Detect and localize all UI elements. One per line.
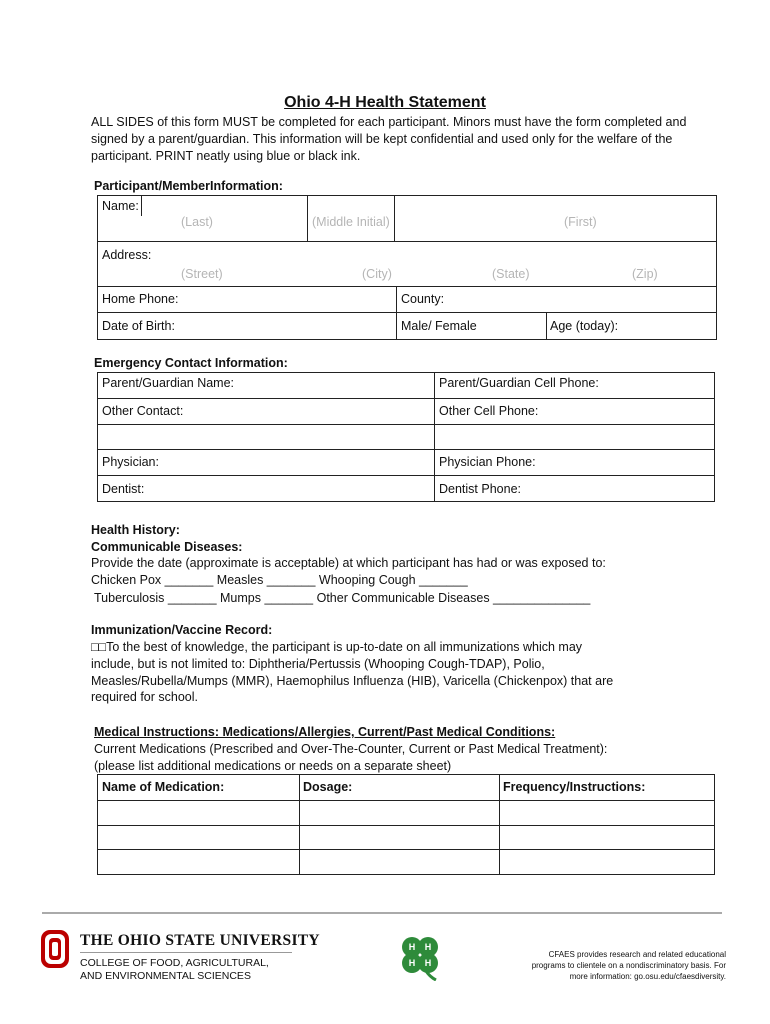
- osu-logo-icon: [40, 929, 70, 969]
- immunization-text: required for school.: [91, 690, 199, 704]
- name-field[interactable]: [97, 195, 717, 242]
- frequency-header: Frequency/Instructions:: [503, 780, 646, 794]
- table-rule: [98, 449, 714, 450]
- dosage-header: Dosage:: [303, 780, 353, 794]
- college-name-line-2: AND ENVIRONMENTAL SCIENCES: [80, 970, 251, 982]
- svg-text:H: H: [408, 942, 416, 952]
- form-intro: ALL SIDES of this form MUST be completed for each participant. Minors must have the form completed and signed by a parent/guardian. This information will be kept confidential and used only for the welfare of the participant. PRINT neatly using blue or black ink.: [91, 115, 687, 163]
- participant-heading: Participant/MemberInformation:: [94, 179, 283, 193]
- svg-text:H: H: [424, 958, 432, 968]
- medical-text: Current Medications (Prescribed and Over-The-Counter, Current or Past Medical Treatment):: [94, 742, 608, 756]
- address-field[interactable]: [97, 241, 717, 287]
- note-line: programs to clientele on a nondiscriminatory basis. For: [531, 961, 726, 970]
- physician-phone-label: Physician Phone:: [439, 455, 536, 469]
- name-label: Name:: [102, 199, 139, 213]
- row-divider: [396, 313, 397, 339]
- name-divider: [307, 196, 308, 241]
- guardian-phone-label: Parent/Guardian Cell Phone:: [439, 376, 599, 390]
- medication-name-header: Name of Medication:: [102, 780, 225, 794]
- emergency-table: [97, 372, 715, 502]
- disease-line-2[interactable]: Tuberculosis _______ Mumps _______ Other Communicable Diseases ______________: [94, 591, 591, 605]
- logo-rule: [80, 952, 292, 953]
- immunization-text: include, but is not limited to: Diphtheria/Pertussis (Whooping Cough-TDAP), Polio,: [91, 657, 545, 671]
- phone-county-row: [97, 286, 717, 313]
- medication-table: [97, 774, 715, 875]
- 4h-clover-icon: [396, 933, 444, 981]
- form-title: Ohio 4-H Health Statement: [284, 94, 486, 111]
- dob-label: Date of Birth:: [102, 319, 175, 333]
- table-divider: [434, 373, 435, 501]
- city-hint: (City): [362, 267, 392, 281]
- college-name-line-1: COLLEGE OF FOOD, AGRICULTURAL,: [80, 957, 269, 969]
- other-contact-label: Other Contact:: [102, 404, 184, 418]
- row-divider: [396, 287, 397, 312]
- address-label: Address:: [102, 248, 152, 262]
- dentist-phone-label: Dentist Phone:: [439, 482, 521, 496]
- dob-row: [97, 312, 717, 340]
- note-line: CFAES provides research and related educational: [548, 950, 726, 959]
- immunization-text: Measles/Rubella/Mumps (MMR), Haemophilus Influenza (HIB), Varicella (Chickenpox) that are: [91, 674, 614, 688]
- emergency-heading: Emergency Contact Information:: [94, 356, 288, 370]
- guardian-name-label: Parent/Guardian Name:: [102, 376, 235, 390]
- age-label: Age (today):: [550, 319, 619, 333]
- physician-label: Physician:: [102, 455, 159, 469]
- note-line: more information: go.osu.edu/cfaesdiversity.: [569, 972, 726, 981]
- svg-text:H: H: [408, 958, 416, 968]
- name-divider: [141, 196, 142, 216]
- middle-initial-hint: (Middle Initial): [312, 215, 390, 229]
- table-rule: [98, 424, 714, 425]
- disease-line-1[interactable]: Chicken Pox _______ Measles _______ Whooping Cough _______: [91, 573, 468, 587]
- table-rule: [98, 800, 714, 801]
- university-name: THE OHIO STATE UNIVERSITY: [80, 932, 320, 949]
- name-divider: [394, 196, 395, 241]
- table-rule: [98, 475, 714, 476]
- dentist-label: Dentist:: [102, 482, 145, 496]
- nondiscrimination-note: [466, 949, 726, 982]
- immunization-checkbox-line[interactable]: □□To the best of knowledge, the participant is up-to-date on all immunizations which may: [91, 640, 583, 654]
- table-rule: [98, 825, 714, 826]
- footer-divider: [42, 912, 722, 914]
- street-hint: (Street): [181, 267, 223, 281]
- zip-hint: (Zip): [632, 267, 658, 281]
- health-heading: Health History:: [91, 523, 180, 537]
- communicable-instruction: Provide the date (approximate is acceptable) at which participant has had or was exposed to:: [91, 556, 606, 570]
- table-rule: [98, 398, 714, 399]
- state-hint: (State): [492, 267, 530, 281]
- sex-label: Male/ Female: [401, 319, 477, 333]
- medical-heading: Medical Instructions: Medications/Allergies, Current/Past Medical Conditions:: [94, 725, 556, 739]
- immunization-heading: Immunization/Vaccine Record:: [91, 623, 273, 637]
- svg-text:H: H: [424, 942, 432, 952]
- first-name-hint: (First): [564, 215, 597, 229]
- table-rule: [98, 849, 714, 850]
- county-label: County:: [401, 292, 445, 306]
- row-divider: [546, 313, 547, 339]
- medical-text: (please list additional medications or needs on a separate sheet): [94, 759, 452, 773]
- communicable-heading: Communicable Diseases:: [91, 540, 243, 554]
- home-phone-label: Home Phone:: [102, 292, 179, 306]
- other-phone-label: Other Cell Phone:: [439, 404, 539, 418]
- last-name-hint: (Last): [181, 215, 213, 229]
